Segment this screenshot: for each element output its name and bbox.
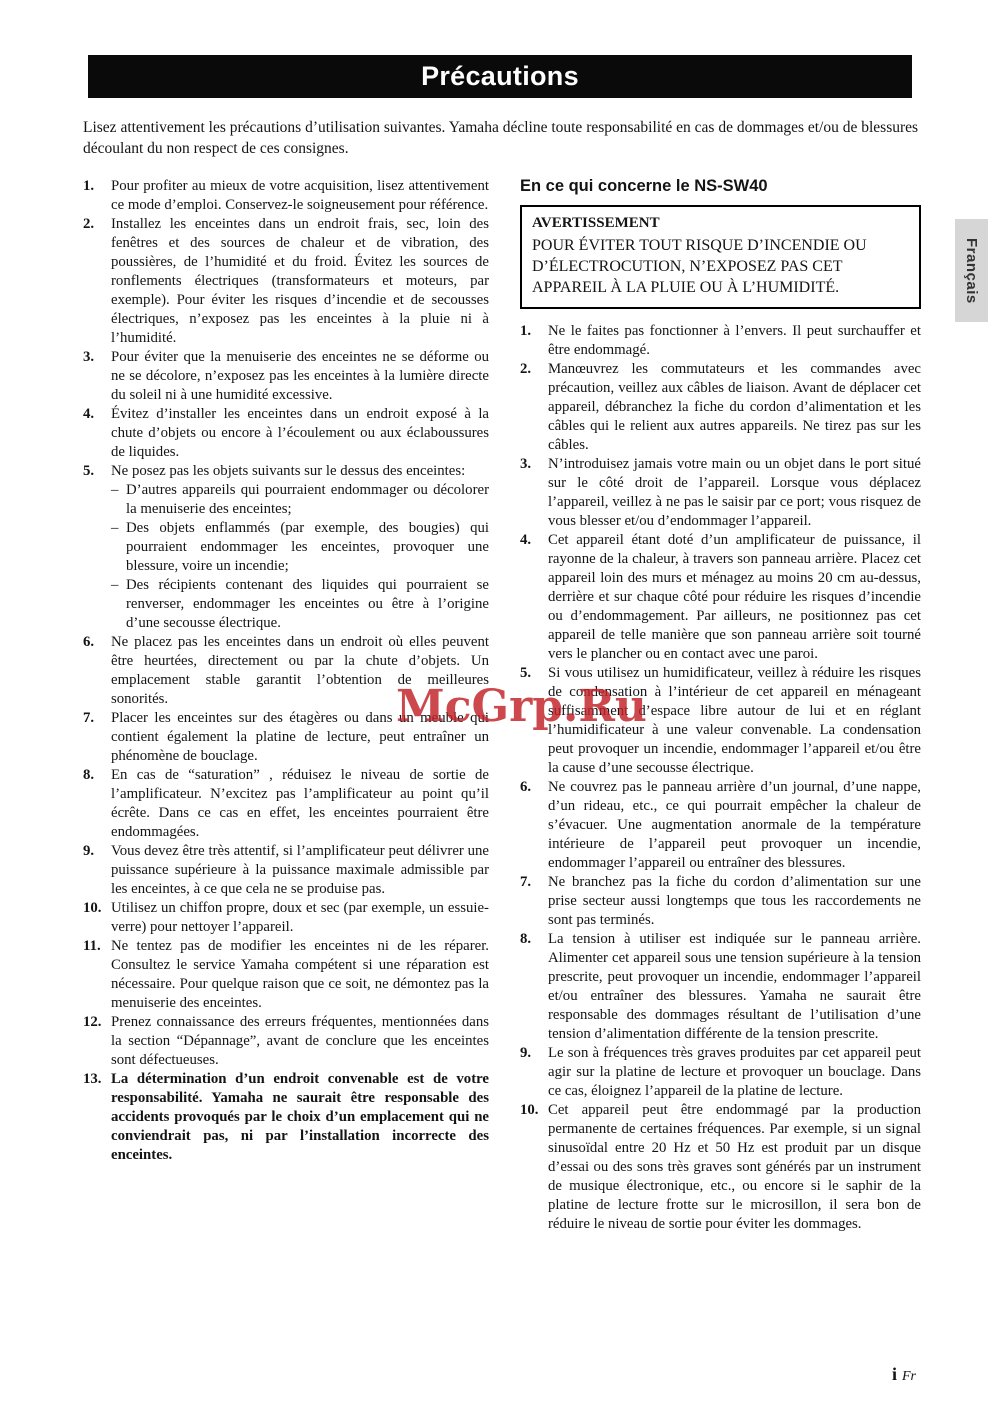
page-title-bar [88, 55, 912, 98]
list-item-text: Évitez d’installer les enceintes dans un endroit exposé à la chute d’objets ou encore à l’écoulement ou aux éclaboussures de liquides. [111, 406, 489, 460]
list-item [83, 405, 489, 462]
list-item-text: Installez les enceintes dans un endroit frais, sec, loin des fenêtres et des sources de chaleur et de vibration, des poussières, de l’humidité et du froid. Évitez les sources de ronflements électriques (transformateurs et moteurs, par exemple). Pour éviter les risques d’incendie et de secousses électriques, n’exposez pas les enceintes à la pluie ni à l’humidité. [111, 216, 489, 346]
list-item-marker: 5. [83, 463, 95, 479]
list-item [83, 1070, 489, 1165]
list-item-text: Ne le faites pas fonctionner à l’envers. Il peut surchauffer et être endommagé. [548, 323, 921, 358]
page-footer [892, 1364, 916, 1385]
list-item [83, 177, 489, 215]
list-item [83, 481, 489, 519]
list-item [83, 215, 489, 348]
list-item-text: Cet appareil peut être endommagé par la production permanente de certaines fréquences. Par exemple, si un signal sinusoïdal entre 20 Hz et 50 Hz est produit par un disque d’essai ou des sons très graves sont générés par un instrument de musique électronique, etc., ou encore si le saphir de la platine de lecture frotte sur le microsillon, il sera bon de réduire le niveau de sortie pour éviter les dommages. [548, 1102, 921, 1232]
warning-title: AVERTISSEMENT [532, 215, 660, 231]
list-item [520, 1101, 921, 1234]
list-item-marker: 3. [520, 456, 532, 472]
list-item-marker: 4. [520, 532, 532, 548]
list-item-marker: 1. [83, 178, 95, 194]
list-item-text: En cas de “saturation” , réduisez le niveau de sortie de l’amplificateur. N’excitez pas l’amplificateur au point qu’il écrête. Dans ce cas en effet, les enceintes pourraient être endommagées. [111, 767, 489, 840]
list-item-marker: 3. [83, 349, 95, 365]
list-item [83, 519, 489, 576]
list-item-marker: – [111, 482, 119, 498]
list-item-text: Vous devez être très attentif, si l’amplificateur peut délivrer une puissance supérieure à la puissance maximale admissible par les enceintes, à ce que cela ne se produise pas. [111, 843, 489, 897]
list-item-marker: 4. [83, 406, 95, 422]
list-item [520, 455, 921, 531]
right-column [520, 177, 921, 1234]
list-item-marker: 7. [83, 710, 95, 726]
intro-paragraph: Lisez attentivement les précautions d’utilisation suivantes. Yamaha décline toute responsabilité en cas de dommages et/ou de blessures découlant du non respect de ces consignes. [83, 119, 919, 157]
watermark: McGrp.Ru [396, 681, 647, 732]
list-item [520, 873, 921, 930]
list-item-text: La tension à utiliser est indiquée sur le panneau arrière. Alimenter cet appareil sous une tension supérieure à la tension prescrite, peut provoquer un incendie, endommager l’appareil et/ou entraîner des blessures. Yamaha ne saurait être responsable des dommages résultant de l’utilisation d’une tension d’alimentation différente de la tension prescrite. [548, 931, 921, 1042]
list-item-marker: 8. [83, 767, 95, 783]
list-item-marker: – [111, 520, 119, 536]
footer-language-label: Fr [902, 1369, 916, 1384]
list-item [520, 1044, 921, 1101]
list-item-marker: 9. [520, 1045, 532, 1061]
page-title: Précautions [421, 61, 579, 91]
list-item-marker: 6. [520, 779, 532, 795]
list-item-marker: 10. [520, 1102, 539, 1118]
left-column [83, 177, 489, 1165]
list-item [520, 322, 921, 360]
language-tab-label: Français [963, 237, 980, 304]
page-number: i [891, 1364, 897, 1384]
list-item-text: Des récipients contenant des liquides qui pourraient se renverser, endommager les enceintes ou être à l’origine d’une secousse électrique. [126, 577, 489, 631]
list-item [83, 633, 489, 709]
list-item [83, 709, 489, 766]
list-item-marker: 7. [520, 874, 532, 890]
list-item-marker: 13. [83, 1071, 102, 1087]
list-item-marker: 1. [520, 323, 532, 339]
list-item [83, 1013, 489, 1070]
list-item-marker: 2. [520, 361, 532, 377]
list-item-marker: 11. [83, 938, 101, 954]
list-item [83, 899, 489, 937]
list-item [520, 664, 921, 778]
list-item-text: Ne posez pas les objets suivants sur le dessus des enceintes: [111, 463, 466, 479]
list-item-marker: – [111, 577, 119, 593]
two-column-layout [83, 177, 921, 1234]
list-item [83, 462, 489, 481]
list-item-text: La détermination d’un endroit convenable est de votre responsabilité. Yamaha ne saurait être responsable des accidents provoqués par le choix d’un emplacement qui ne conviendrait pas, ni par l’installation incorrecte des enceintes. [111, 1071, 489, 1163]
language-tab-francais [955, 219, 988, 322]
list-item-text: Prenez connaissance des erreurs fréquentes, mentionnées dans la section “Dépannage”, avant de conclure que les enceintes sont défectueuses. [111, 1014, 489, 1068]
list-item-text: Cet appareil étant doté d’un amplificateur de puissance, il rayonne de la chaleur, à travers son panneau arrière. Placez cet appareil loin des murs et ménagez au moins 20 cm au-dessus, derrière et sur chaque côté pour réduire les risques d’incendie ou d’endommagement. Par ailleurs, ne positionnez pas cet appareil de telle manière que son panneau arrière soit tourné vers le plancher ou en contact avec une paroi. [548, 532, 921, 662]
list-item-marker: 8. [520, 931, 532, 947]
list-item-text: Manœuvrez les commutateurs et les commandes avec précaution, veillez aux câbles de liaison. Avant de déplacer cet appareil, débranchez la fiche du cordon d’alimentation et les câbles qui le relient aux autres appareils. Ne tirez pas sur les câbles. [548, 361, 921, 453]
list-item [83, 348, 489, 405]
list-item [83, 842, 489, 899]
list-item-text: Ne branchez pas la fiche du cordon d’alimentation sur une prise secteur aussi longtemps que tous les raccordements ne sont pas terminés. [548, 874, 921, 928]
list-item-text: Des objets enflammés (par exemple, des bougies) qui pourraient endommager les enceintes, provoquer une blessure, voire un incendie; [126, 520, 489, 574]
list-item [520, 360, 921, 455]
general-precautions-list [83, 177, 489, 1165]
list-item [83, 766, 489, 842]
list-item-text: Placer les enceintes sur des étagères ou dans un meuble qui contient également la platine de lecture, peut entraîner un phénomène de bouclage. [111, 710, 489, 764]
section-heading-ns-sw40: En ce qui concerne le NS-SW40 [520, 177, 768, 195]
list-item [520, 531, 921, 664]
list-item-text: Pour éviter que la menuiserie des enceintes ne se déforme ou ne se décolore, n’exposez pas les enceintes à la lumière directe du soleil ni à une humidité excessive. [111, 349, 489, 403]
list-item-marker: 2. [83, 216, 95, 232]
list-item-text: Utilisez un chiffon propre, doux et sec (par exemple, un essuie-verre) pour nettoyer l’appareil. [111, 900, 489, 935]
list-item-text: Ne couvrez pas le panneau arrière d’un journal, d’une nappe, d’un rideau, etc., ce qui pourrait empêcher la chaleur de s’évacuer. Une augmentation anormale de la température intérieure de l’appareil peut provoquer un incendie, endommager l’appareil ou entraîner des blessures. [548, 779, 921, 871]
list-item-text: Le son à fréquences très graves produites par cet appareil peut agir sur la platine de lecture et provoquer un bouclage. Dans ce cas, éloignez l’appareil de la platine de lecture. [548, 1045, 921, 1099]
list-item-marker: 12. [83, 1014, 102, 1030]
list-item-marker: 9. [83, 843, 95, 859]
list-item-marker: 6. [83, 634, 95, 650]
list-item-text: Pour profiter au mieux de votre acquisition, lisez attentivement ce mode d’emploi. Conservez-le soigneusement pour référence. [111, 178, 489, 213]
list-item [83, 937, 489, 1013]
list-item-text: Ne placez pas les enceintes dans un endroit où elles peuvent être heurtées, directement ou par la chute d’objets. Un emplacement stable garantit l’obtention de meilleures sonorités. [111, 634, 489, 707]
list-item-marker: 5. [520, 665, 532, 681]
list-item [520, 930, 921, 1044]
list-item-text: Si vous utilisez un humidificateur, veillez à réduire les risques de condensation à l’intérieur de cet appareil en ménageant suffisamment d’espace libre autour de lui et en réglant l’humidificateur à une valeur convenable. La condensation peut provoquer un incendie, endommager l’appareil et/ou être la cause d’une secousse électrique. [548, 665, 921, 776]
list-item [520, 778, 921, 873]
list-item [83, 576, 489, 633]
list-item-text: Ne tentez pas de modifier les enceintes ni de les réparer. Consultez le service Yamaha compétent si une réparation est nécessaire. Pour quelque raison que ce soit, ne démontez pas la menuiserie des enceintes. [111, 938, 489, 1011]
ns-sw40-precautions-list [520, 322, 921, 1234]
warning-box [520, 205, 921, 309]
list-item-text: D’autres appareils qui pourraient endommager ou décolorer la menuiserie des enceintes; [126, 482, 489, 517]
warning-text: POUR ÉVITER TOUT RISQUE D’INCENDIE OU D’ÉLECTROCUTION, N’EXPOSEZ PAS CET APPAREIL À LA PLUIE OU À L’HUMIDITÉ. [532, 237, 867, 296]
list-item-text: N’introduisez jamais votre main ou un objet dans le port situé sur le côté droit de l’appareil. Lorsque vous déplacez l’appareil, veillez à ne pas le saisir par ce port; vous risquez de vous blesser et/ou d’endommager l’appareil. [548, 456, 921, 529]
list-item-marker: 10. [83, 900, 102, 916]
